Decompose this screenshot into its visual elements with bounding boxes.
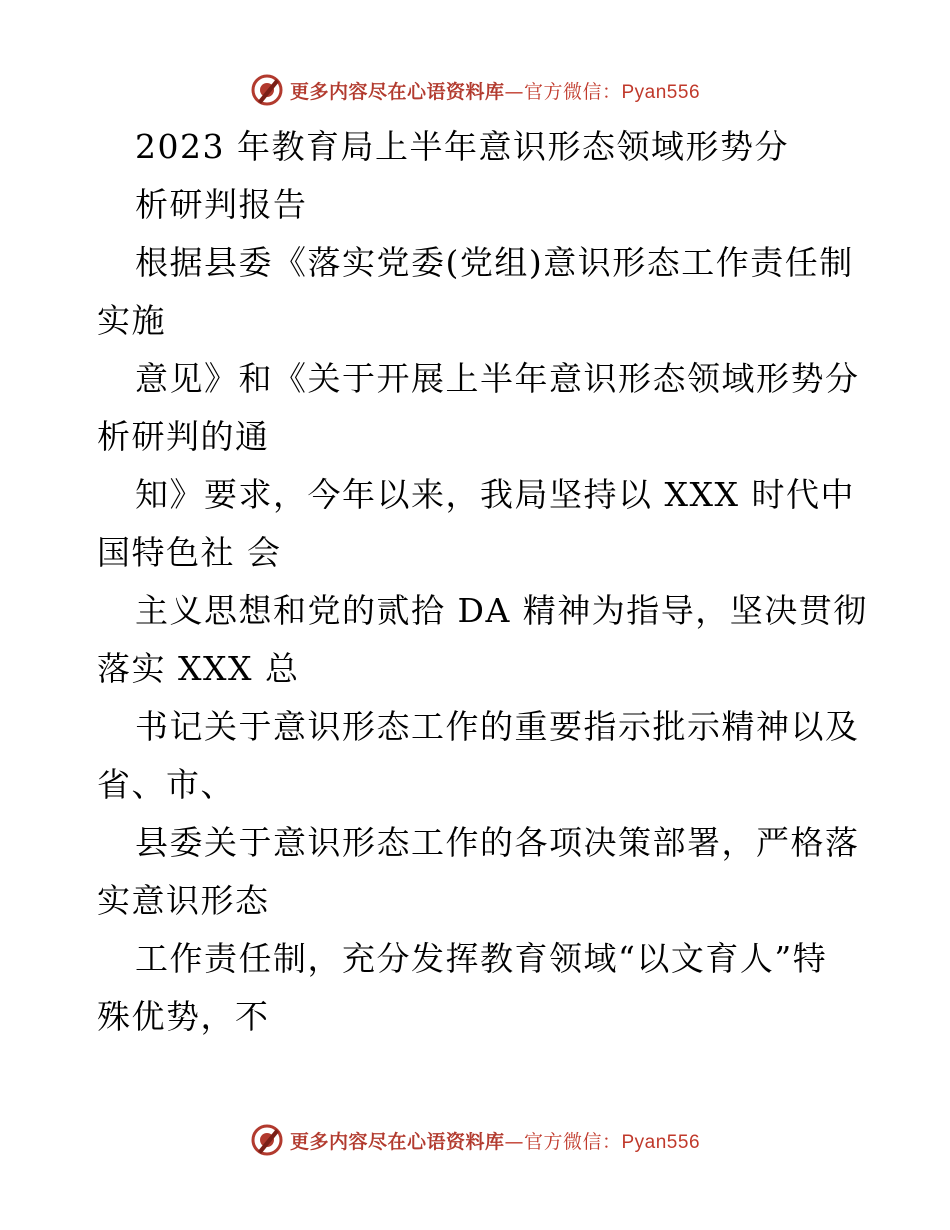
document-body — [97, 118, 868, 1046]
document-title-line-1: 2023 年教育局上半年意识形态领域形势分 — [135, 127, 789, 166]
wechat-label: 官方微信： — [523, 1130, 622, 1153]
paragraph-line: 实施 — [97, 301, 166, 340]
paragraph-line: 意见》和《关于开展上半年意识形态领域形势分 — [135, 359, 860, 398]
footer-banner-text — [290, 1127, 700, 1154]
header-banner-text — [290, 77, 700, 104]
wechat-handle: Pyan556 — [621, 81, 701, 103]
footer-banner — [0, 1120, 950, 1160]
footer-banner-content — [250, 1123, 700, 1157]
paragraph-line: 实意识形态 — [97, 881, 270, 920]
brand-logo-icon — [250, 73, 284, 107]
separator: — — [504, 1130, 524, 1153]
wechat-handle: Pyan556 — [621, 1131, 701, 1153]
separator: — — [504, 80, 524, 103]
paragraph-line: 国特色社 会 — [97, 533, 282, 572]
paragraph-line: 主义思想和党的贰拾 DA 精神为指导，坚决贯彻 — [135, 591, 868, 630]
header-banner — [0, 70, 950, 110]
document-title-line-2: 析研判报告 — [135, 185, 308, 224]
site-name: 更多内容尽在心语资料库 — [289, 1130, 505, 1153]
paragraph-line: 殊优势，不 — [97, 997, 270, 1036]
header-banner-content — [250, 73, 700, 107]
paragraph-line: 县委关于意识形态工作的各项决策部署，严格落 — [135, 823, 860, 862]
paragraph-line: 书记关于意识形态工作的重要指示批示精神以及 — [135, 707, 860, 746]
paragraph-line: 工作责任制，充分发挥教育领域“以文育人”特 — [135, 939, 828, 978]
wechat-label: 官方微信： — [523, 80, 622, 103]
paragraph-line: 落实 XXX 总 — [97, 649, 300, 688]
paragraph-line: 省、市、 — [97, 765, 235, 804]
paragraph-line: 知》要求，今年以来，我局坚持以 XXX 时代中 — [135, 475, 855, 514]
paragraph-line: 析研判的通 — [97, 417, 270, 456]
site-name: 更多内容尽在心语资料库 — [289, 80, 505, 103]
brand-logo-icon — [250, 1123, 284, 1157]
paragraph-line: 根据县委《落实党委(党组)意识形态工作责任制 — [135, 243, 854, 282]
